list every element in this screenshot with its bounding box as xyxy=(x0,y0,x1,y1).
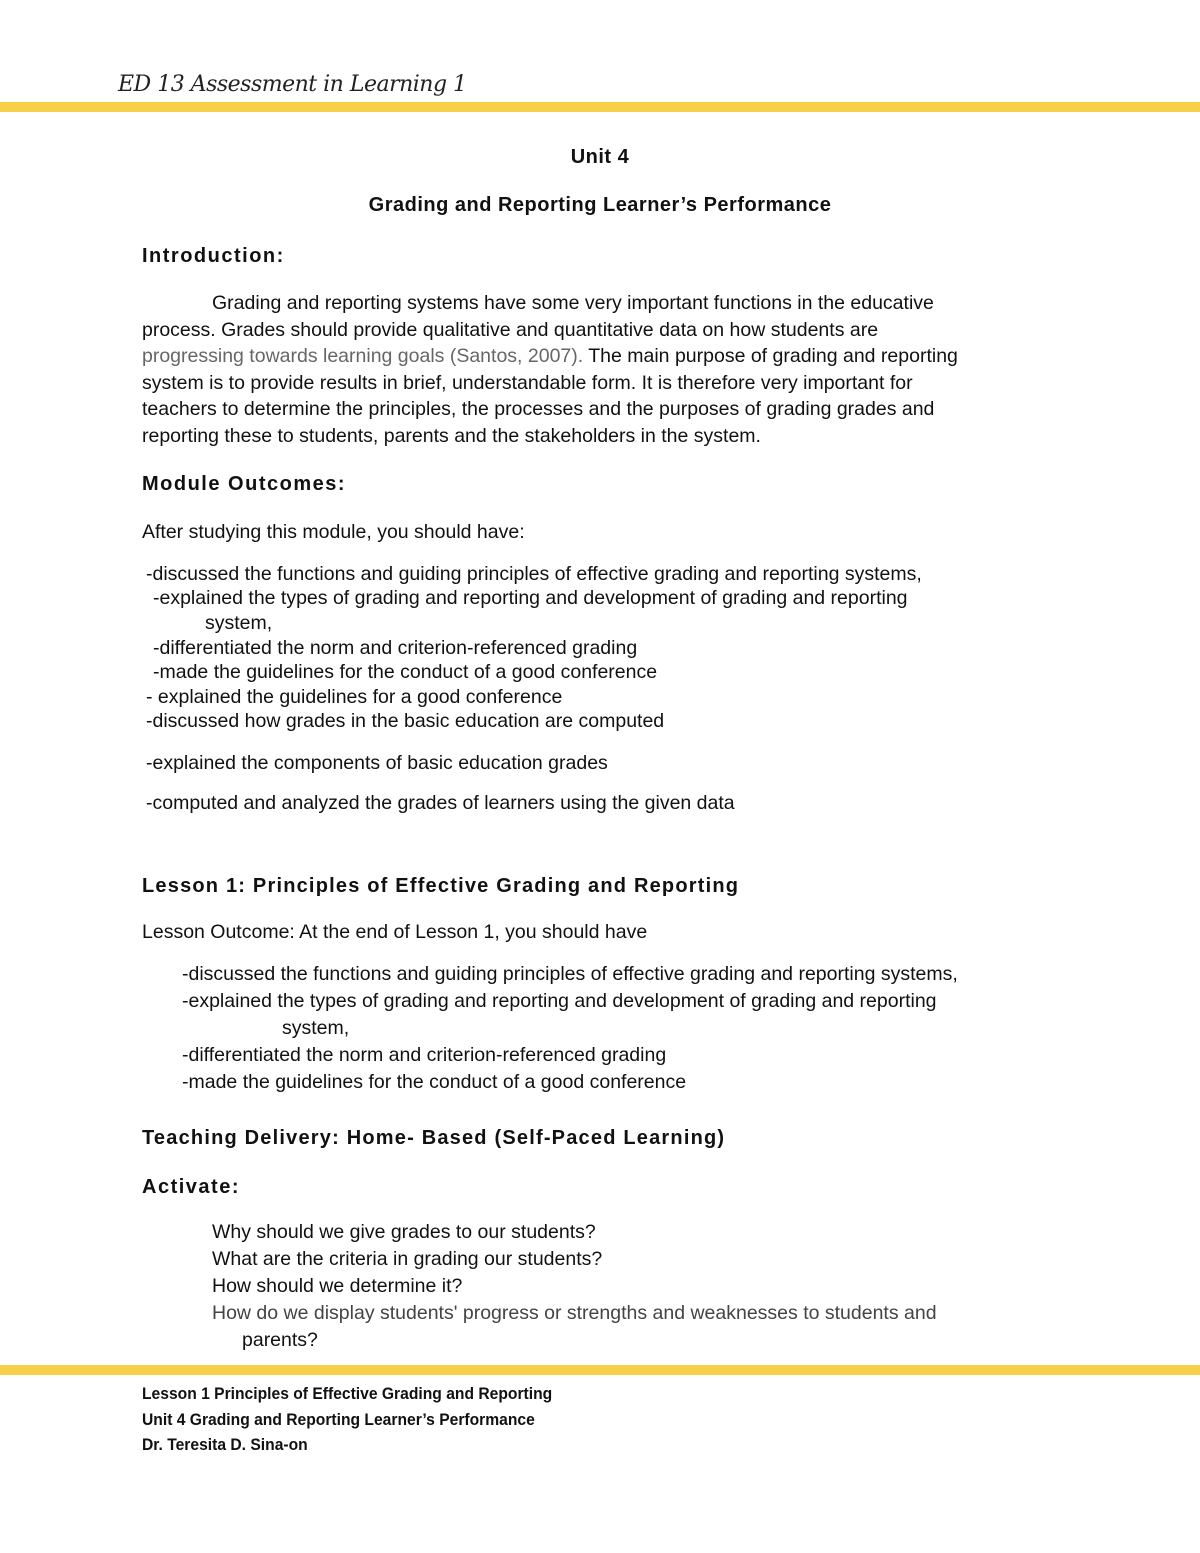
intro-line: system is to provide results in brief, understandable form. It is therefore very important for xyxy=(142,371,913,394)
lesson1-outcome-item: -made the guidelines for the conduct of a good conference xyxy=(182,1071,687,1093)
lesson1-outcome-item: -discussed the functions and guiding principles of effective grading and reporting systems, xyxy=(182,963,958,985)
module-outcome-item: -computed and analyzed the grades of learners using the given data xyxy=(146,792,735,814)
teaching-delivery-heading: Teaching Delivery: Home- Based (Self-Paced Learning) xyxy=(142,1127,726,1149)
footer-author: Dr. Teresita D. Sina-on xyxy=(142,1435,308,1454)
module-outcome-item: system, xyxy=(205,612,273,634)
activate-question: What are the criteria in grading our students? xyxy=(212,1248,603,1270)
module-outcomes-lead: After studying this module, you should have: xyxy=(142,521,525,543)
top-accent-rule xyxy=(0,102,1200,112)
module-outcome-item: -made the guidelines for the conduct of a good conference xyxy=(153,661,658,683)
module-outcomes-heading: Module Outcomes: xyxy=(142,473,347,495)
lesson1-outcome-item: -explained the types of grading and reporting and development of grading and reporting xyxy=(182,990,937,1012)
unit-label: Unit 4 xyxy=(570,146,630,168)
lesson1-heading: Lesson 1: Principles of Effective Grading and Reporting xyxy=(142,875,740,897)
intro-line: process. Grades should provide qualitative and quantitative data on how students are xyxy=(142,318,879,341)
bottom-accent-rule xyxy=(0,1365,1200,1375)
activate-question: How should we determine it? xyxy=(212,1275,463,1297)
activate-heading: Activate: xyxy=(142,1176,240,1198)
activate-question: parents? xyxy=(242,1329,318,1351)
footer-lesson: Lesson 1 Principles of Effective Grading and Reporting xyxy=(142,1384,553,1403)
module-outcome-item: -discussed how grades in the basic education are computed xyxy=(146,710,665,732)
footer-unit: Unit 4 Grading and Reporting Learner’s Performance xyxy=(142,1410,535,1429)
introduction-heading: Introduction: xyxy=(142,245,285,267)
lesson1-outcome-lead: Lesson Outcome: At the end of Lesson 1, you should have xyxy=(142,921,648,943)
course-title: ED 13 Assessment in Learning 1 xyxy=(118,72,467,97)
intro-line: The main purpose of grading and reporting xyxy=(583,345,958,367)
module-outcome-item: -explained the types of grading and reporting and development of grading and reporting xyxy=(153,587,908,609)
activate-question: How do we display students' progress or strengths and weaknesses to students and xyxy=(212,1302,937,1324)
module-outcome-item: - explained the guidelines for a good conference xyxy=(146,686,563,708)
module-outcome-item: -differentiated the norm and criterion-referenced grading xyxy=(153,637,638,659)
lesson1-outcome-item: -differentiated the norm and criterion-referenced grading xyxy=(182,1044,667,1066)
unit-title: Grading and Reporting Learner’s Performance xyxy=(368,194,832,216)
introduction-paragraph xyxy=(142,290,1062,449)
activate-question: Why should we give grades to our students? xyxy=(212,1221,596,1243)
intro-line: teachers to determine the principles, the processes and the purposes of grading grades and xyxy=(142,398,935,420)
lesson1-outcome-item: system, xyxy=(282,1017,350,1039)
module-outcome-item: -explained the components of basic education grades xyxy=(146,752,608,774)
intro-citation: progressing towards learning goals (Santos, 2007). xyxy=(142,345,584,367)
intro-line: Grading and reporting systems have some very important functions in the educative xyxy=(212,292,934,314)
module-outcome-item: -discussed the functions and guiding principles of effective grading and reporting systems, xyxy=(146,563,922,585)
intro-line: reporting these to students, parents and the stakeholders in the system. xyxy=(142,424,761,447)
